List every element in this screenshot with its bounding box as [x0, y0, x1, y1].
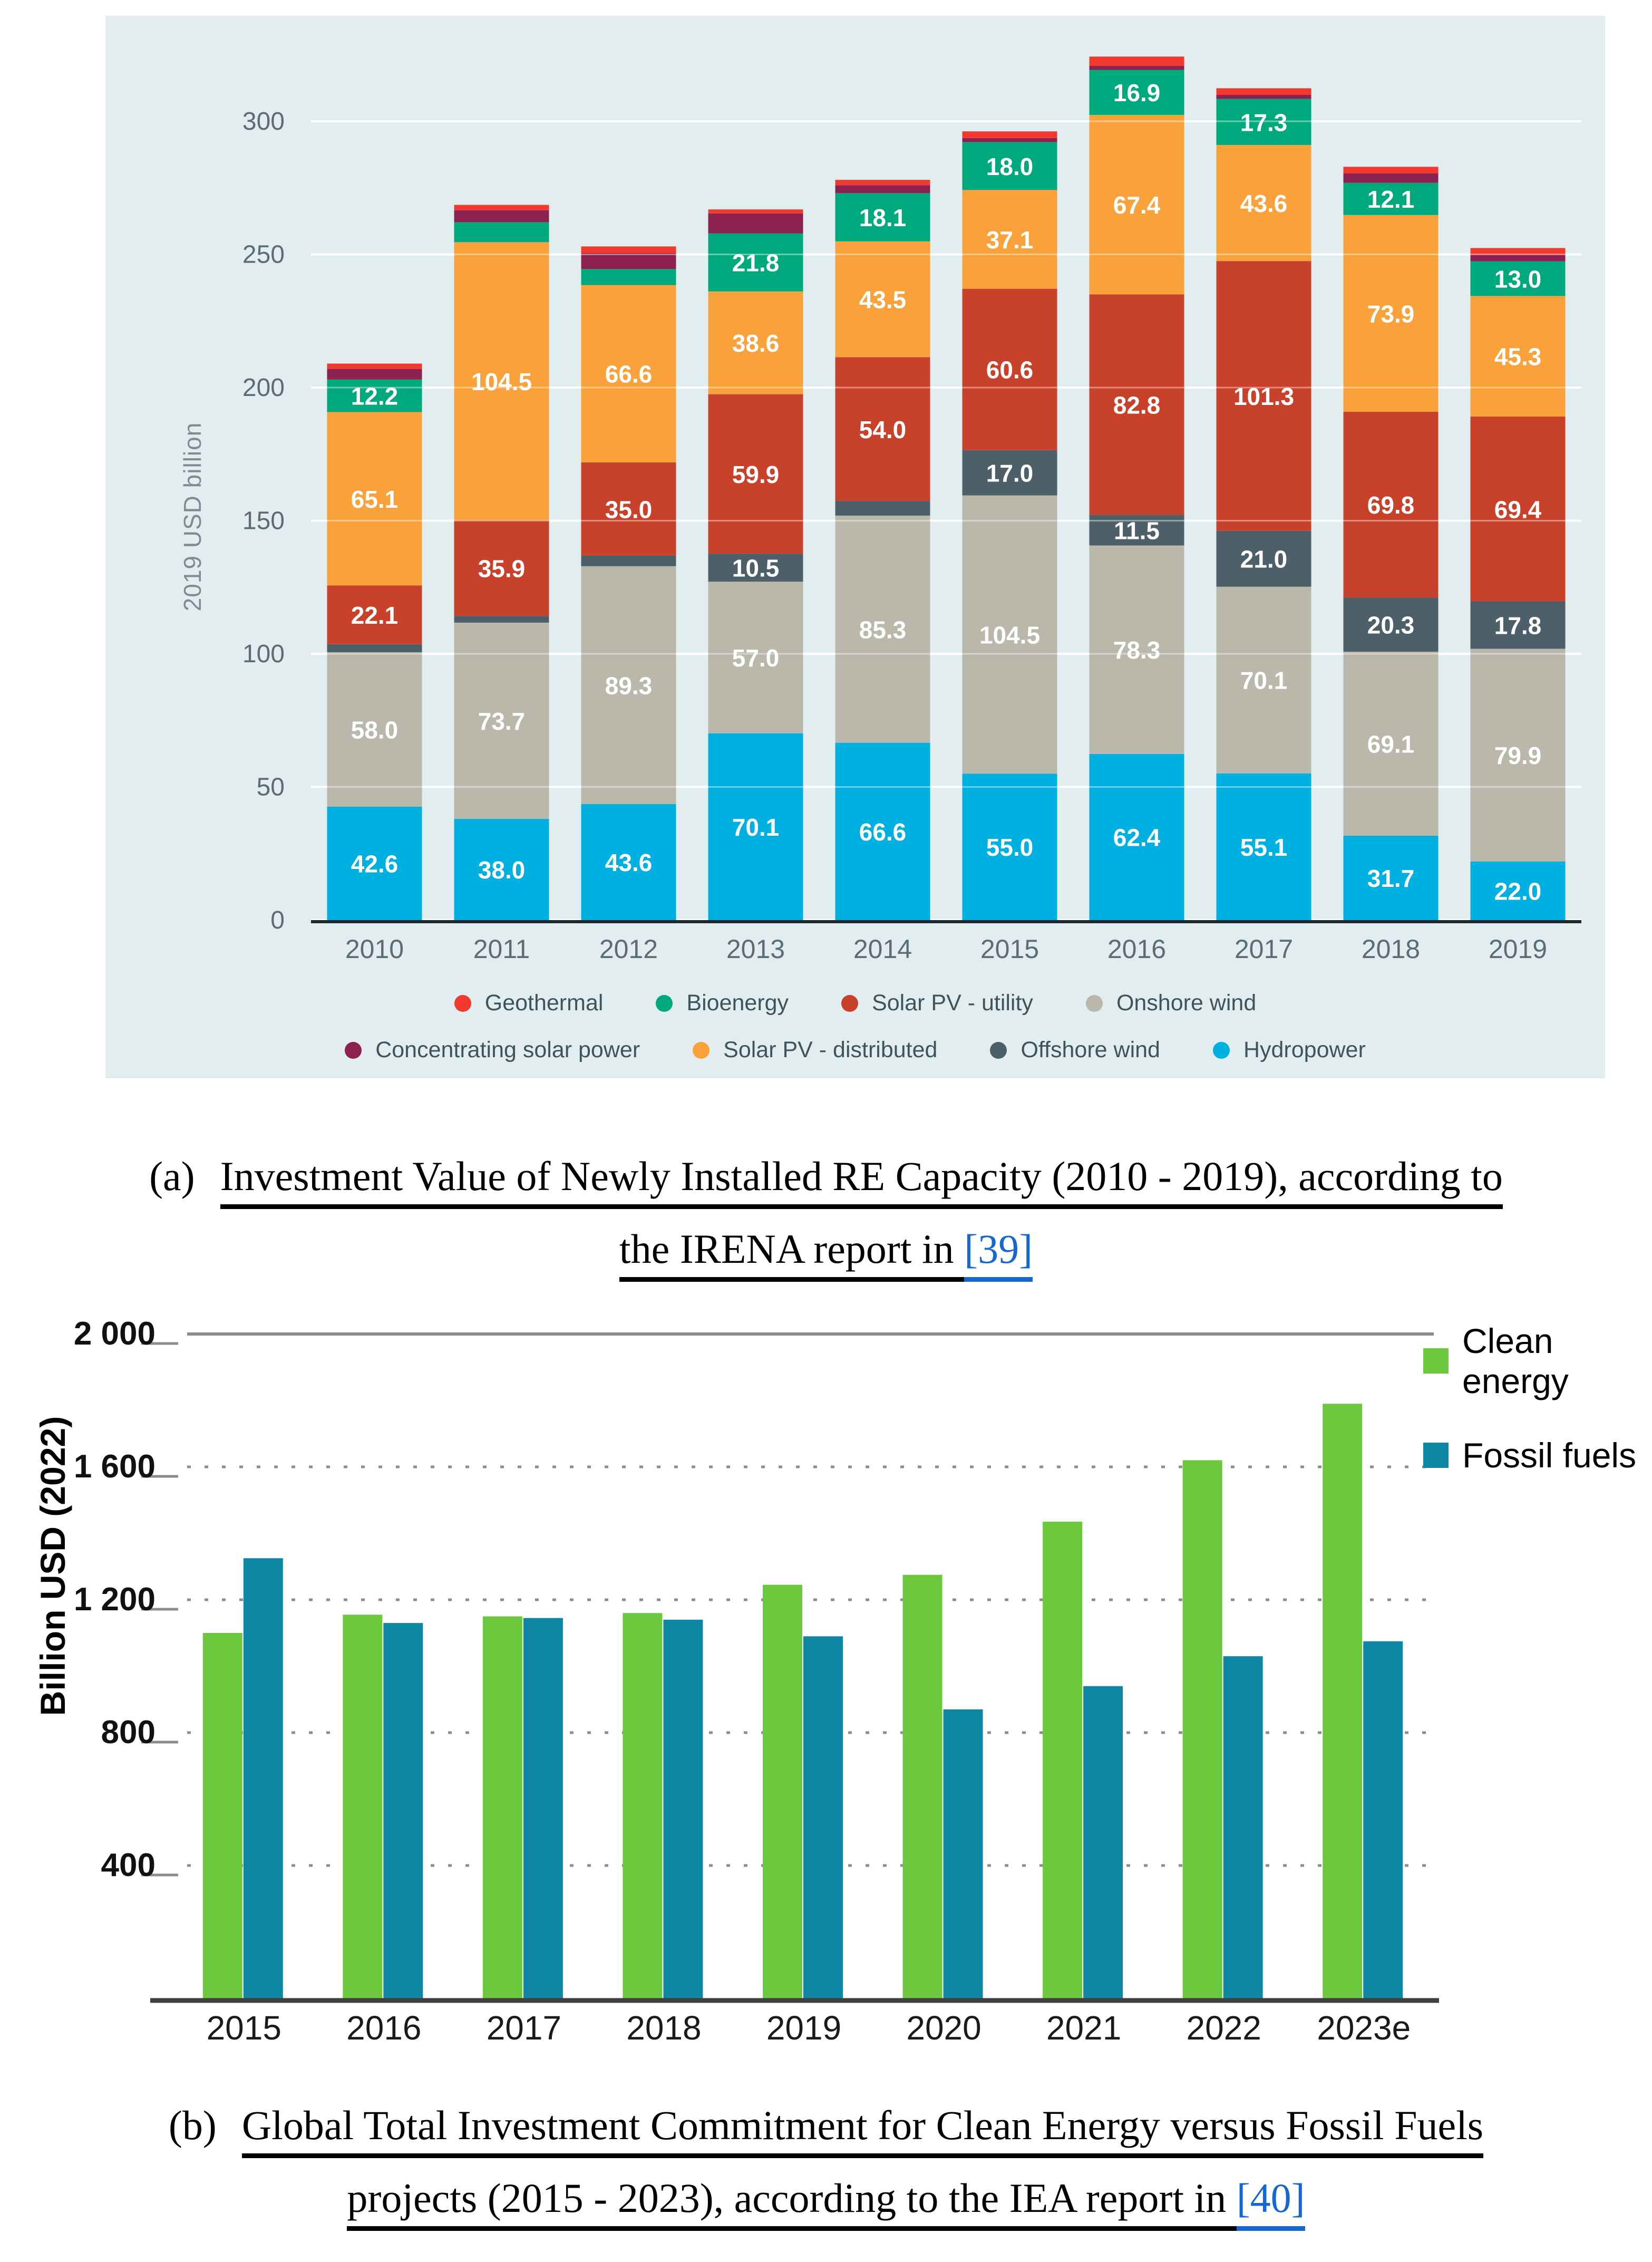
caption-a-index: (a)	[149, 1153, 195, 1199]
bar-segment	[1471, 255, 1566, 262]
legend-label: Solar PV - utility	[872, 990, 1033, 1016]
bar-segment-label: 38.6	[732, 330, 780, 357]
legend-item-concentrating-solar-power	[345, 1037, 640, 1063]
fossil-fuels-bar	[383, 1623, 423, 1998]
bar-segment-label: 60.6	[986, 356, 1034, 384]
bar-segment-label: 12.1	[1367, 186, 1415, 214]
bar-segment	[327, 369, 422, 380]
bar-segment-label: 21.0	[1240, 545, 1288, 573]
bar-segment	[327, 364, 422, 369]
bar-segment	[1344, 173, 1439, 183]
chart-a-y-axis-title: 2019 USD billion	[179, 422, 206, 612]
bar-segment-label: 73.7	[478, 708, 526, 736]
caption-b-line1	[0, 2101, 1652, 2150]
caption-a-line1	[0, 1152, 1652, 1201]
caption-a-title-text: Investment Value of Newly Installed RE Capacity (2010 - 2019), according to	[220, 1153, 1503, 1209]
legend-item-solar-pv-utility	[841, 990, 1033, 1016]
legend-dot-icon	[841, 995, 858, 1012]
x-tick-label: 2015	[206, 2009, 281, 2047]
clean-energy-bar	[623, 1613, 662, 1998]
bar-segment	[963, 131, 1057, 138]
bar-segment-label: 18.1	[859, 204, 907, 232]
fossil-fuels-bar	[523, 1618, 563, 1998]
bar-segment-label: 12.2	[351, 382, 399, 410]
bar-segment-label: 78.3	[1113, 636, 1161, 664]
clean-energy-bar	[1043, 1522, 1082, 1998]
bar-segment-label: 43.6	[1240, 190, 1288, 218]
bar-segment-label: 85.3	[859, 616, 907, 644]
bar-segment	[835, 501, 930, 516]
chart-a-stacked-bar-chart	[105, 16, 1605, 1078]
bar-segment-label: 17.3	[1240, 109, 1288, 137]
legend-dot-icon	[990, 1042, 1007, 1059]
y-tick-label: 300	[242, 108, 285, 136]
bar-segment-label: 101.3	[1233, 382, 1295, 410]
bar-segment-label: 31.7	[1367, 864, 1415, 892]
y-tick-label: 2 000	[73, 1316, 156, 1352]
bar-segment-label: 43.5	[859, 286, 907, 314]
fossil-fuels-bar	[1083, 1686, 1123, 1998]
bar-segment-label: 89.3	[605, 672, 653, 700]
chart-a-panel	[105, 16, 1605, 1078]
legend-item-offshore-wind	[990, 1037, 1160, 1063]
clean-energy-bar	[903, 1575, 942, 1998]
bar-segment-label: 66.6	[859, 818, 907, 846]
y-tick-label: 1 200	[73, 1581, 156, 1618]
caption-b-title-text: Global Total Investment Commitment for Clean Energy versus Fossil Fuels	[242, 2102, 1483, 2158]
clean-energy-swatch-icon	[1423, 1348, 1449, 1374]
legend-label: Bioenergy	[686, 990, 789, 1016]
chart-b-panel	[0, 1265, 1652, 2056]
citation-39-link[interactable]: [39]	[964, 1226, 1033, 1282]
chart-b-legend-clean-energy	[1423, 1321, 1652, 1401]
legend-item-bioenergy	[656, 990, 789, 1016]
bar-segment	[835, 180, 930, 185]
bar-segment	[1217, 95, 1311, 99]
x-tick-label: 2016	[346, 2009, 422, 2047]
x-tick-label: 2014	[853, 934, 912, 964]
bar-segment-label: 69.4	[1494, 496, 1542, 524]
caption-b-index: (b)	[168, 2102, 217, 2148]
x-tick-label: 2018	[626, 2009, 702, 2047]
bar-segment-label: 65.1	[351, 485, 399, 513]
bar-segment-label: 67.4	[1113, 191, 1161, 219]
legend-dot-icon	[454, 995, 471, 1012]
bar-segment-label: 22.1	[351, 602, 399, 630]
bar-segment	[581, 246, 676, 253]
bar-segment-label: 62.4	[1113, 824, 1161, 852]
bar-segment-label: 35.9	[478, 555, 526, 583]
x-tick-label: 2013	[726, 934, 785, 964]
caption-b-title-text-2: projects (2015 - 2023), according to the IEA report in	[347, 2175, 1236, 2231]
bar-segment	[1217, 88, 1311, 95]
x-tick-label: 2011	[473, 934, 530, 964]
fossil-fuels-bar	[1223, 1656, 1263, 1998]
clean-energy-bar	[1183, 1460, 1222, 1998]
bar-segment	[1090, 56, 1184, 66]
clean-energy-bar	[483, 1617, 522, 1999]
bar-segment-label: 66.6	[605, 360, 653, 388]
bar-segment-label: 58.0	[351, 716, 399, 744]
bar-segment-label: 104.5	[979, 621, 1041, 649]
clean-energy-bar	[763, 1585, 802, 1998]
x-tick-label: 2021	[1046, 2009, 1122, 2047]
bar-segment	[581, 253, 676, 269]
bar-segment-label: 55.0	[986, 834, 1034, 862]
legend-item-onshore-wind	[1086, 990, 1256, 1016]
bar-segment-label: 82.8	[1113, 391, 1161, 419]
fossil-fuels-bar	[803, 1636, 843, 1998]
legend-label: Geothermal	[484, 990, 604, 1016]
y-tick-label: 100	[242, 640, 285, 668]
x-tick-label: 2019	[766, 2009, 842, 2047]
legend-item-solar-pv-distributed	[693, 1037, 937, 1063]
bar-segment-label: 10.5	[732, 554, 780, 582]
clean-energy-bar	[1323, 1404, 1362, 1998]
bar-segment-label: 20.3	[1367, 611, 1415, 639]
x-tick-label: 2010	[345, 934, 404, 964]
bar-segment-label: 42.6	[351, 850, 399, 878]
y-tick-label: 200	[242, 374, 285, 402]
bar-segment-label: 35.0	[605, 496, 653, 524]
bar-segment-label: 11.5	[1114, 517, 1160, 545]
legend-dot-icon	[1213, 1042, 1230, 1059]
legend-label: Onshore wind	[1116, 990, 1257, 1016]
bar-segment	[454, 205, 549, 210]
y-tick-label: 0	[270, 906, 285, 934]
y-tick-label: 150	[242, 507, 285, 535]
y-tick-label: 250	[242, 240, 285, 269]
x-tick-label: 2023e	[1317, 2009, 1411, 2047]
legend-item-geothermal	[454, 990, 604, 1016]
chart-a-legend-row	[105, 1037, 1605, 1063]
bar-segment-label: 18.0	[986, 152, 1034, 180]
bar-segment	[327, 644, 422, 652]
bar-segment-label: 17.0	[986, 459, 1034, 487]
clean-energy-bar	[343, 1615, 382, 1998]
fossil-fuels-legend-label: Fossil fuels	[1462, 1436, 1637, 1475]
citation-40-link[interactable]: [40]	[1237, 2175, 1305, 2231]
fossil-fuels-bar	[663, 1620, 703, 1998]
x-tick-label: 2019	[1488, 934, 1548, 964]
bar-segment-label: 69.1	[1367, 730, 1415, 758]
y-tick-label: 50	[256, 773, 285, 801]
bar-segment-label: 13.0	[1494, 265, 1542, 293]
bar-segment-label: 57.0	[732, 644, 780, 672]
clean-energy-bar	[203, 1633, 242, 1998]
clean-energy-legend-label: Clean energy	[1462, 1321, 1569, 1400]
x-tick-label: 2012	[599, 934, 658, 964]
legend-dot-icon	[1086, 995, 1103, 1012]
bar-segment	[835, 185, 930, 193]
bar-segment-label: 73.9	[1367, 300, 1415, 328]
legend-label: Solar PV - distributed	[723, 1037, 938, 1062]
y-tick-label: 1 600	[73, 1448, 156, 1485]
bar-segment-label: 79.9	[1494, 742, 1542, 770]
legend-item-hydropower	[1213, 1037, 1366, 1063]
bar-segment	[454, 616, 549, 623]
x-tick-label: 2022	[1186, 2009, 1261, 2047]
bar-segment-label: 55.1	[1240, 833, 1288, 861]
bar-segment-label: 59.9	[732, 460, 780, 488]
legend-label: Hydropower	[1243, 1037, 1366, 1062]
x-tick-label: 2015	[980, 934, 1039, 964]
fossil-fuels-bar	[244, 1558, 283, 1998]
x-tick-label: 2018	[1361, 934, 1421, 964]
bar-segment-label: 37.1	[986, 226, 1034, 254]
fossil-fuels-bar	[944, 1709, 983, 1998]
bar-segment-label: 17.8	[1494, 612, 1542, 640]
chart-a-legend-row	[105, 990, 1605, 1016]
x-tick-label: 2016	[1107, 934, 1167, 964]
chart-b-legend-fossil-fuels	[1423, 1435, 1636, 1475]
bar-segment	[454, 222, 549, 242]
bar-segment-label: 70.1	[1240, 666, 1288, 694]
bar-segment-label: 104.5	[471, 368, 532, 396]
x-tick-label: 2017	[1234, 934, 1294, 964]
bar-segment-label: 21.8	[732, 249, 780, 277]
x-tick-label: 2020	[906, 2009, 982, 2047]
bar-segment-label: 22.0	[1494, 877, 1542, 905]
bar-segment-label: 70.1	[732, 813, 780, 841]
legend-dot-icon	[656, 995, 673, 1012]
y-tick-label: 400	[101, 1847, 156, 1883]
bar-segment-label: 38.0	[478, 856, 526, 884]
bar-segment	[963, 138, 1057, 142]
bar-segment	[1344, 167, 1439, 173]
bar-segment	[708, 209, 803, 214]
fossil-fuels-bar	[1363, 1641, 1403, 1998]
bar-segment	[1090, 66, 1184, 70]
legend-dot-icon	[693, 1042, 710, 1059]
legend-dot-icon	[345, 1042, 362, 1059]
bar-segment-label: 45.3	[1494, 343, 1542, 371]
bar-segment-label: 16.9	[1113, 79, 1161, 107]
bar-segment	[581, 556, 676, 566]
caption-b-line2	[0, 2174, 1652, 2222]
chart-a-legend	[105, 990, 1605, 1063]
caption-b	[0, 2101, 1652, 2247]
caption-a-title-text-2: the IRENA report in	[619, 1226, 964, 1282]
bar-segment-label: 43.6	[605, 848, 653, 876]
bar-segment	[454, 210, 549, 223]
x-tick-label: 2017	[486, 2009, 562, 2047]
bar-segment	[708, 214, 803, 234]
legend-label: Concentrating solar power	[375, 1037, 640, 1062]
bar-segment-label: 69.8	[1367, 491, 1415, 519]
chart-b-y-axis-title: Billion USD (2022)	[33, 1416, 72, 1716]
bar-segment-label: 54.0	[859, 415, 907, 443]
bar-segment	[581, 269, 676, 285]
y-tick-label: 800	[101, 1714, 156, 1751]
legend-label: Offshore wind	[1021, 1037, 1160, 1062]
chart-b-grouped-bar-chart	[0, 1265, 1652, 2056]
fossil-fuels-swatch-icon	[1423, 1443, 1449, 1468]
